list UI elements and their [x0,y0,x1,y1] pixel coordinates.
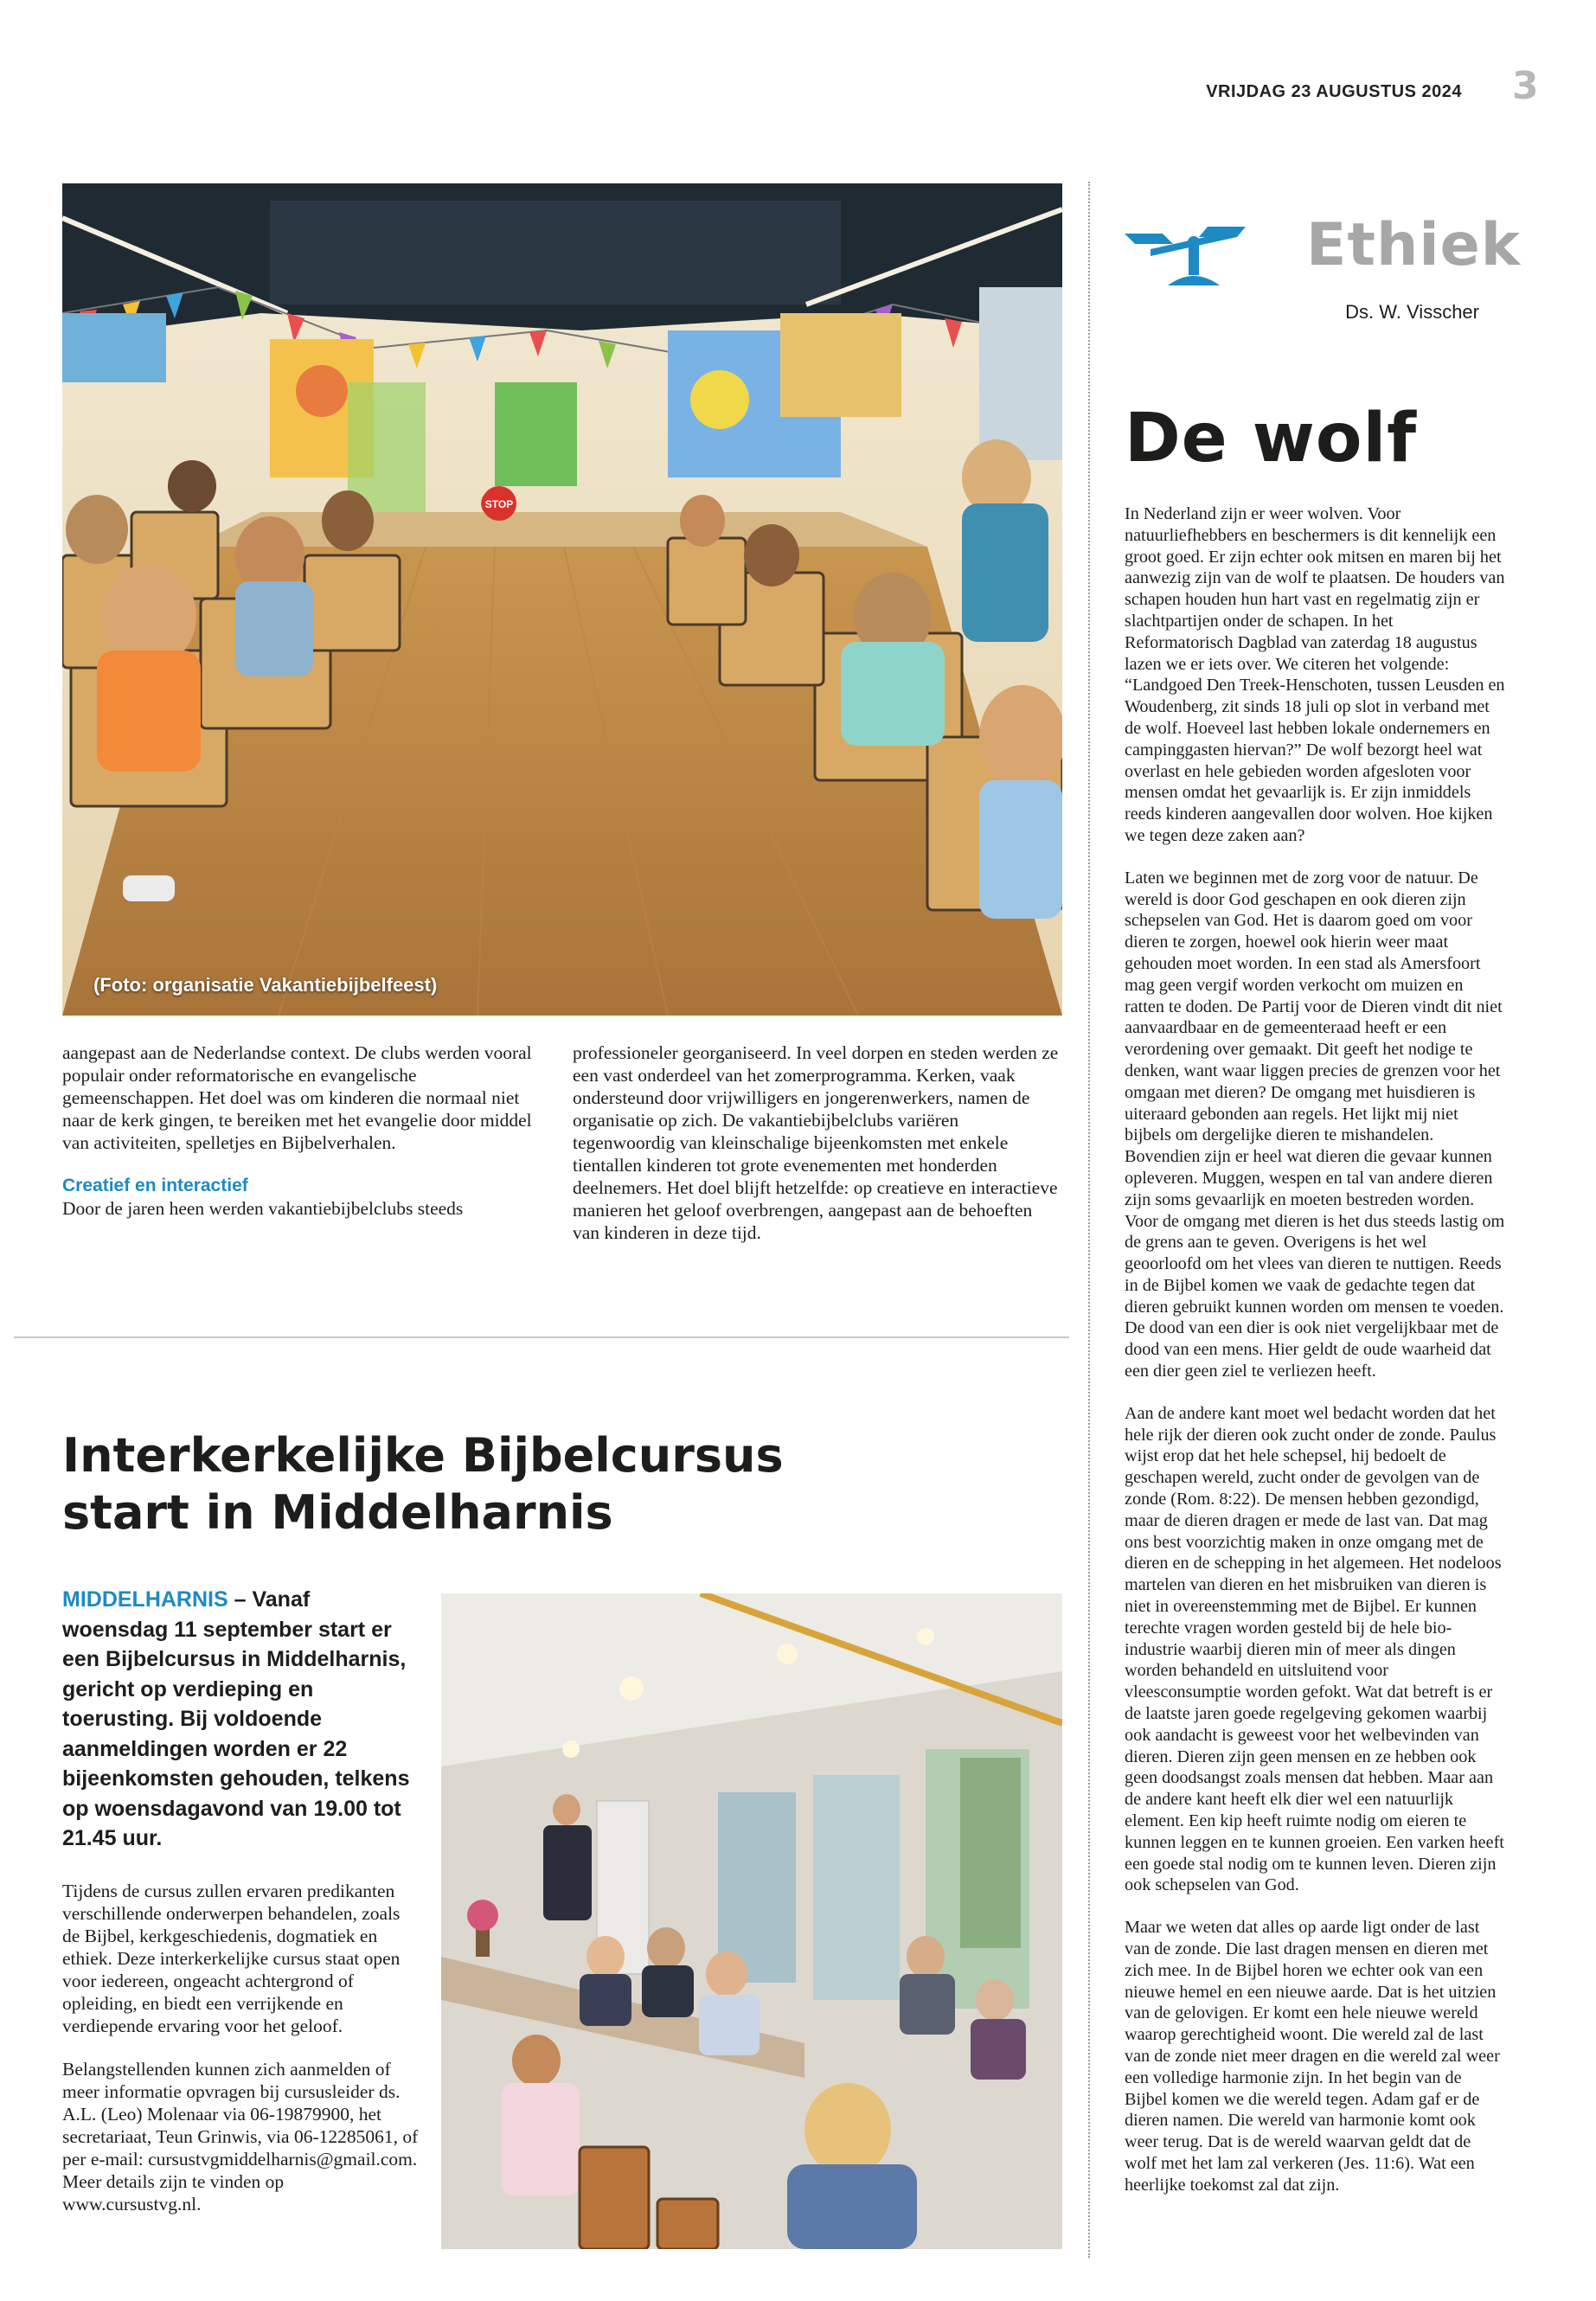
stop-sign-text: STOP [484,498,514,510]
section-label: Ethiek [1306,211,1522,279]
dateline: MIDDELHARNIS [62,1587,228,1612]
column-body [1125,503,1505,2217]
article2-headline-line: start in Middelharnis [62,1485,613,1540]
column-paragraph: Maar we weten dat alles op aarde ligt onder de last van de zonde. Die last dragen mensen en dieren met zich mee. In de Bijbel horen we echter ook van een nieuwe hemel en een nieuwe aarde. Dat is het uitzien van de gelovigen. Er komt een hele nieuwe wereld waarop gerechtigheid woont. Die wereld zal de last van de zonde niet meer dragen en die wereld zal weer een volledige harmonie zijn. In het begin van de Bijbel komen we die wereld tegen. Adam gaf er de dieren namen. Die wereld van harmonie komt ook weer terug. Dat is de wereld waarvan geldt dat de wolf met het lam zal verkeren (Jes. 11:6). Wat een heerlijke toekomst zal dat zijn. [1125,1918,1500,2195]
page-number: 3 [1512,64,1539,108]
article1-paragraph: Door de jaren heen werden vakantiebijbelclubs steeds [62,1198,464,1219]
article1-subhead: Creatief en interactief [62,1176,248,1195]
hall-illustration [62,183,1062,1016]
column-paragraph: Aan de andere kant moet wel bedacht worden dat het hele rijk der dieren ook zucht onder de zonde. Paulus wijst erop dat het hele schepsel, hij bedoelt de geschapen wereld, zucht onder de gevolgen van de zonde (Rom. 8:22). De mensen hebben gezondigd, maar de dieren dragen er mede de last van. Dat mag ons best voorzichtig maken in onze omgang met de dieren en de schepping in het algemeen. Het nodeloos martelen van dieren en het misbruiken van dieren is niet in overeenstemming met de Bijbel. Er kunnen terechte vragen worden gesteld bij de hele bio-industrie waarbij dieren min of meer als dingen worden behandeld en uitsluitend voor vleesconsumptie worden gefokt. Wat dat betreft is er de laatste jaren goede regelgeving gekomen waarbij ook aandacht is geweest voor het welbevinden van dieren. Dieren zijn geen mensen en ze hebben ook geen doodsangst zoals mensen dat hebben. Maar aan de andere kant heeft elk dier wel een natuurlijk element. Een kip heeft ruimte nodig om eieren te kunnen leggen en te kunnen groeien. Een varken heeft een goede stal nodig om te kunnen leven. Dieren zijn ook schepselen van God. [1125,1403,1504,1895]
column-paragraph: Laten we beginnen met de zorg voor de natuur. De wereld is door God geschapen en ook dieren zijn schepselen van God. Het is daarom goed om voor dieren te zorgen, hoewel ook hierin weer maat gehouden moet worden. In een stad als Amersfoort mag geen vergif worden verkocht om muizen en ratten te doden. De Partij voor de Dieren vindt dit niet aanvaardbaar en de gemeenteraad heeft er een verordening over gemaakt. Dit geeft het nodige te denken, want waar liggen precies de grenzen voor het omgaan met dieren? De omgang met huisdieren is uiteraard gebonden aan regels. Het lijkt mij niet bijbels om dergelijke dieren te mishandelen. Bovendien zijn er heel wat dieren die gevaar kunnen opleveren. Muggen, wespen en tal van andere dieren zijn soms gevaarlijk en moeten bestreden worden. Voor de omgang met dieren is het dus steeds lastig om de grens aan te geven. Overigens is het wel geoorloofd om het vlees van dieren te nuttigen. Reeds in de Bijbel komen we vaak de gedachte tegen dat dieren gebruikt kunnen worden om mensen te voeden. De dood van een dier is ook niet vergelijkbaar met de dood van een mens. Hier geldt de oude waarheid dat een dier geen ziel te verliezen heeft. [1125,868,1505,1381]
photo-caption: (Foto: organisatie Vakantiebijbelfeest) [93,974,438,996]
article2-body [62,1880,421,2236]
article2-headline-line: Interkerkelijke Bijbelcursus [62,1428,784,1483]
column-divider [1088,182,1090,2258]
article1-paragraph: professioneler georganiseerd. In veel dorpen en steden werden ze een vast onderdeel van het zomerprogramma. Kerken, vaak ondersteund door vrijwilligers en jongerenwerkers, namen de organisatie op zich. De vakantiebijbelclubs variëren tegenwoordig van kleinschalige bijeenkomsten met enkele tientallen kinderen tot grote evenementen met honderden deelnemers. Het doel blijft hetzelfde: op creatieve en interactieve manieren het geloof overbrengen, aangepast aan de behoeften van kinderen in deze tijd. [573,1042,1059,1243]
article2-headline [62,1427,1057,1541]
lead-text: – Vanaf woensdag 11 september start er een Bijbelcursus in Middelharnis, gericht op verdieping en toerusting. Bij voldoende aanmeldingen worden er 22 bijeenkomsten gehouden, telkens op woensdagavond van 19.00 tot 21.45 uur. [62,1587,410,1850]
article2-lead [62,1585,417,1854]
section-divider [14,1336,1069,1338]
article2-paragraph: Tijdens de cursus zullen ervaren predikanten verschillende onderwerpen behandelen, zoals de Bijbel, kerkgeschiedenis, dogmatiek en ethiek. Deze interkerkelijke cursus staat open voor iedereen, ongeacht achtergrond of opleiding, en biedt een verrijkende en verdiepende ervaring voor het geloof. [62,1881,401,2036]
article1-paragraph: aangepast aan de Nederlandse context. De clubs werden vooral populair onder reformatorische en evangelische gemeenschappen. Het doel was om kinderen die normaal niet naar de kerk gingen, te bereiken met het evangelie door middel van activiteiten, spelletjes en Bijbelverhalen. [62,1042,532,1153]
column-headline: De wolf [1125,400,1418,478]
article1-column-b [573,1042,1062,1265]
article2-paragraph: Belangstellenden kunnen zich aanmelden of meer informatie opvragen bij cursusleider ds. A.L. (Leo) Molenaar via 06-19879900, het secretariaat, Teun Grinwis, via 06-12285061, of per e-mail: cursustvgmiddelharnis@gmail.com. Meer details zijn te vinden op www.cursustvg.nl. [62,2059,419,2214]
issue-date: VRIJDAG 23 AUGUSTUS 2024 [1206,82,1462,101]
article1-column-a [62,1042,542,1240]
balance-scale-icon [1125,215,1247,292]
balance-scale-graphic [1125,215,1247,292]
vakantiebijbelfeest-photo [62,183,1062,1016]
column-paragraph: In Nederland zijn er weer wolven. Voor natuurliefhebbers en beschermers is dit kennelijk een groot goed. Er zijn echter ook mitsen en maren bij het aanwezig zijn van de wolf te plaatsen. De houders van schapen houden hun hart vast en regelmatig zijn er slachtpartijen onder de schapen. In het Reformatorisch Dagblad van zaterdag 18 augustus lazen we er iets over. We citeren het volgende: “Landgoed Den Treek-Henschoten, tussen Leusden en Woudenberg, zit sinds 18 juli op slot in verband met de wolf. Hoeveel last hebben lokale ondernemers en campinggasten hiervan?” De wolf bezorgt heel wat overlast en hele gebieden worden afgesloten voor mensen omdat het gevaarlijk is. Er zijn inmiddels reeds kinderen aangevallen door wolven. Hoe kijken we tegen deze zaken aan? [1125,504,1505,845]
author-byline: Ds. W. Visscher [1345,301,1479,323]
classroom-illustration [441,1593,1062,2249]
bijbelcursus-photo [441,1593,1062,2249]
